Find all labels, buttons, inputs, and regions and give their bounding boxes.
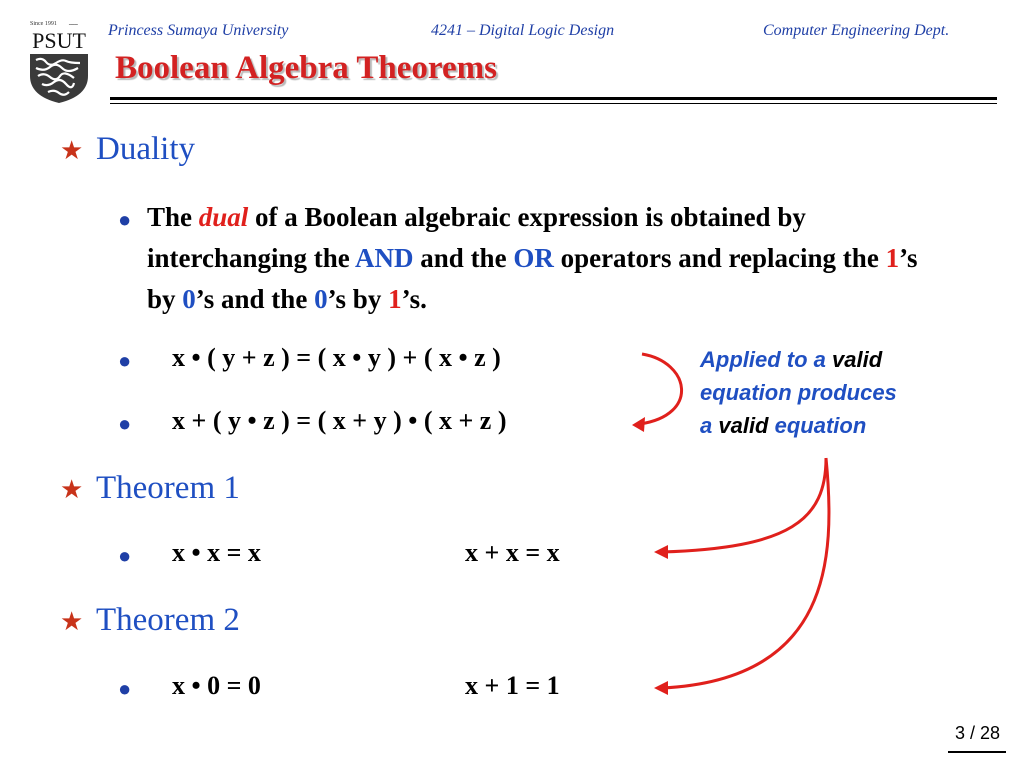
star-bullet-icon: ★ [60,136,84,165]
star-bullet-icon: ★ [60,607,84,636]
svg-text:ـــــ: ـــــ [69,21,78,27]
logo-since: Since 1991 [30,21,57,27]
slide-title: Boolean Algebra Theorems [115,50,497,86]
equation-t2-and: x • 0 = 0 [172,671,261,700]
arrow-theorem2-icon [662,458,829,688]
bullet-dot-icon: ● [118,676,132,701]
section-theorem2: Theorem 2 [96,602,240,638]
bullet-dot-icon: ● [118,207,132,232]
equation-dual-2: x + ( y • z ) = ( x + y ) • ( x + z ) [172,406,507,435]
section-theorem1: Theorem 1 [96,470,240,506]
header-dept: Computer Engineering Dept. [763,22,950,39]
logo-text: PSUT [32,28,86,53]
arrow-theorem1-icon [662,458,826,552]
equation-t2-or: x + 1 = 1 [465,671,560,700]
equation-t1-and: x • x = x [172,538,261,567]
equation-dual-1: x • ( y + z ) = ( x • y ) + ( x • z ) [172,343,501,372]
bullet-dot-icon: ● [118,543,132,568]
bullet-dot-icon: ● [118,348,132,373]
star-bullet-icon: ★ [60,475,84,504]
bullet-dot-icon: ● [118,411,132,436]
page-number: 3 / 28 [954,723,1000,743]
page-underline [948,751,1006,753]
arrow-dual-icon [640,354,682,424]
section-duality: Duality [96,131,195,167]
duality-note: Applied to a valid equation produces a valid equation [700,347,897,438]
header-university: Princess Sumaya University [108,22,289,39]
header-course: 4241 – Digital Logic Design [431,22,615,39]
equation-t1-or: x + x = x [465,538,560,567]
duality-definition: The dual of a Boolean algebraic expression is obtained by interchanging the AND and the OR operators and replacing the 1’s by 0’s and the 0’s by 1’s. [147,202,918,314]
